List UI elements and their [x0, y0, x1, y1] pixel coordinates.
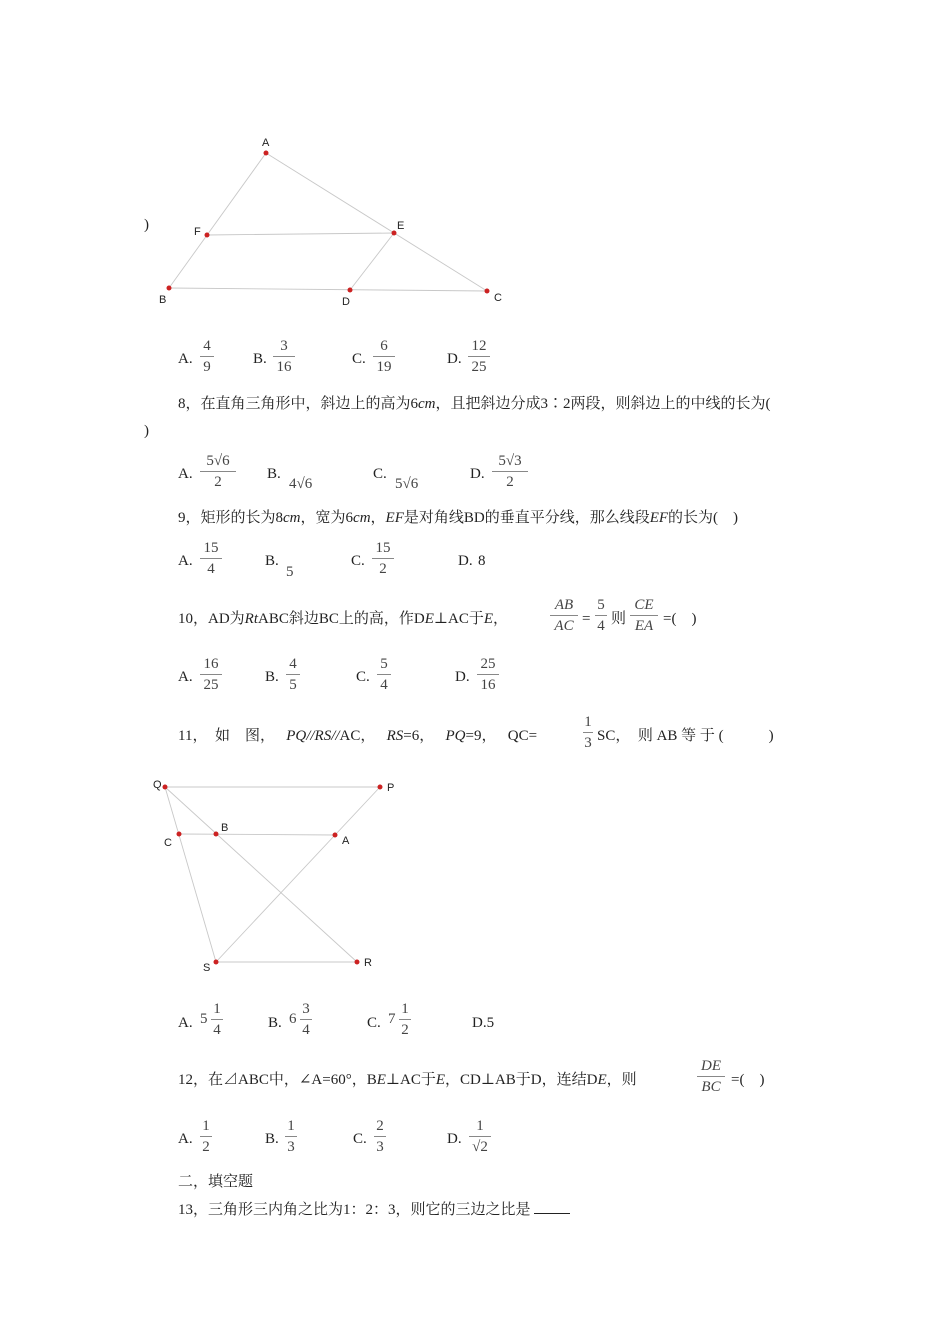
- denominator: 16: [276, 359, 292, 375]
- q7-option-c-letter: C.: [352, 351, 366, 367]
- denominator: 2: [401, 1022, 409, 1038]
- q10-ratio-ab-ac: [550, 596, 578, 635]
- q11-label-r: R: [364, 957, 372, 969]
- q7-closing-paren: ): [144, 217, 149, 233]
- q7-line-ed: [350, 233, 394, 290]
- q10-rt: Rt: [244, 611, 259, 627]
- q11-option-a-letter: A.: [178, 1015, 193, 1031]
- q12-option-a-fraction: [200, 1117, 212, 1156]
- q11-option-a-fraction: [211, 1000, 223, 1039]
- q11-option-c-letter: C.: [367, 1015, 381, 1031]
- q8-text-b: ，且把斜边分成3∶2两段，则斜边上的中线的长为(: [435, 396, 771, 412]
- q12-text-a: 12，在⊿ABC中，∠A=60°，B: [178, 1072, 377, 1088]
- q11-text-a: 11， 如 图，: [178, 728, 275, 744]
- q12-text-c: ，CD⊥AB于D，连结D: [445, 1072, 598, 1088]
- numerator: 5: [597, 597, 605, 613]
- q11-option-c-fraction: [399, 1000, 411, 1039]
- q8-option-b-letter: B.: [267, 466, 281, 482]
- q7-option-b-fraction: [273, 337, 295, 376]
- q9-ef-1: EF: [385, 510, 404, 526]
- numerator: CE: [634, 597, 654, 613]
- numerator: 1: [287, 1118, 295, 1134]
- numerator: 3: [302, 1001, 310, 1017]
- q8-text-a: 8，在直角三角形中，斜边上的高为6: [178, 396, 419, 412]
- denominator: 2: [202, 1139, 210, 1155]
- q12-text-d: ，则: [606, 1072, 637, 1088]
- numerator: 5√6: [206, 453, 230, 469]
- q11-qc: QC=: [507, 728, 538, 744]
- q11-line-ca: [179, 834, 335, 835]
- q11-label-c: C: [164, 837, 172, 849]
- q11-option-b-whole: 6: [289, 1011, 297, 1027]
- q7-option-d-fraction: [468, 337, 490, 376]
- q7-option-a-fraction: [200, 337, 214, 376]
- q7-point-a: [264, 151, 269, 156]
- q11-point-r: [355, 960, 360, 965]
- q8-closing-paren: ): [144, 423, 149, 439]
- section-2-title: 二，填空题: [178, 1174, 254, 1190]
- numerator: 3: [280, 338, 288, 354]
- q10-option-c-fraction: [377, 655, 391, 694]
- numerator: AB: [554, 597, 574, 613]
- q10-tail: =( ): [663, 611, 697, 627]
- q12-e-3: E: [597, 1072, 607, 1088]
- denominator: EA: [634, 618, 654, 634]
- q7-label-b: B: [159, 294, 167, 306]
- q10-equals: =: [582, 611, 591, 627]
- q11-option-a-whole: 5: [200, 1011, 208, 1027]
- denominator: 9: [203, 359, 211, 375]
- q11-pq-rs: PQ//RS//: [286, 728, 340, 744]
- numerator: 1: [213, 1001, 221, 1017]
- q10-e-1: E: [424, 611, 434, 627]
- numerator: 6: [380, 338, 388, 354]
- q7-option-c-fraction: [373, 337, 395, 376]
- numerator: 5: [380, 656, 388, 672]
- q11-label-q: Q: [153, 779, 162, 791]
- q9-text-b: ，宽为6: [300, 510, 354, 526]
- q11-point-s: [214, 960, 219, 965]
- q7-option-a-letter: A.: [178, 351, 193, 367]
- q8-option-a-fraction: [200, 452, 236, 491]
- q11-line-ps: [216, 787, 380, 962]
- q11-point-b: [214, 832, 219, 837]
- q11-option-d: D.5: [472, 1015, 495, 1031]
- q7-label-c: C: [494, 292, 502, 304]
- q8-unit: cm: [418, 396, 436, 412]
- q10-option-b-letter: B.: [265, 669, 279, 685]
- q9-text-c: ，: [370, 510, 386, 526]
- q11-option-c-whole: 7: [388, 1011, 396, 1027]
- q11-point-c: [177, 832, 182, 837]
- denominator: 19: [376, 359, 392, 375]
- q12-option-d-fraction: [469, 1117, 491, 1156]
- q7-line-fe: [207, 233, 394, 235]
- numerator: 4: [203, 338, 211, 354]
- q11-option-b-letter: B.: [268, 1015, 282, 1031]
- denominator: BC: [701, 1079, 721, 1095]
- q11-tail: SC， 则 AB 等 于 ( ): [597, 728, 774, 744]
- denominator: 5: [289, 677, 297, 693]
- numerator: 16: [203, 656, 219, 672]
- q11-figure: [150, 772, 410, 977]
- q12-e-1: E: [376, 1072, 386, 1088]
- q10-option-a-letter: A.: [178, 669, 193, 685]
- q10-option-d-fraction: [477, 655, 499, 694]
- numerator: 1: [584, 714, 592, 730]
- q7-label-d: D: [342, 296, 350, 308]
- q11-point-q: [163, 785, 168, 790]
- q11-label-a: A: [342, 835, 350, 847]
- q13-answer-blank[interactable]: [534, 1199, 570, 1214]
- denominator: 25: [471, 359, 487, 375]
- q12-option-d-letter: D.: [447, 1131, 462, 1147]
- q10-ratio-ce-ea: [630, 596, 658, 635]
- q12-option-a-letter: A.: [178, 1131, 193, 1147]
- q11-line-qs: [165, 787, 216, 962]
- q9-option-b-value: 5: [286, 564, 294, 580]
- q11-label-b: B: [221, 822, 229, 834]
- q10-text-d: ，: [493, 611, 509, 627]
- denominator: 2: [214, 474, 222, 490]
- q10-option-b-fraction: [286, 655, 300, 694]
- denominator: 4: [380, 677, 388, 693]
- q11-label-s: S: [203, 962, 211, 974]
- q10-option-c-letter: C.: [356, 669, 370, 685]
- q13-text: 13，三角形三内角之比为1：2：3，则它的三边之比是: [178, 1202, 535, 1218]
- q11-label-p: P: [387, 782, 395, 794]
- numerator: 25: [480, 656, 496, 672]
- q13-stem: [178, 1199, 570, 1220]
- q9-option-a-letter: A.: [178, 553, 193, 569]
- numerator: 2: [376, 1118, 384, 1134]
- q11-pq: PQ: [445, 728, 466, 744]
- denominator: 25: [203, 677, 219, 693]
- q9-text-a: 9，矩形的长为8: [178, 510, 284, 526]
- denominator: 3: [584, 735, 592, 751]
- numerator: DE: [701, 1058, 721, 1074]
- q11-qc-fraction: [583, 713, 593, 752]
- denominator: 4: [207, 561, 215, 577]
- q12-text-b: ⊥AC于: [385, 1072, 436, 1088]
- q8-option-a-letter: A.: [178, 466, 193, 482]
- numerator: 15: [375, 540, 391, 556]
- q11-option-b-fraction: [300, 1000, 312, 1039]
- q9-stem: [178, 508, 738, 528]
- q10-option-d-letter: D.: [455, 669, 470, 685]
- denominator: AC: [554, 618, 574, 634]
- q8-option-c-letter: C.: [373, 466, 387, 482]
- q11-rs-value: =6，: [403, 728, 435, 744]
- denominator: 16: [480, 677, 496, 693]
- q10-text-a: 10，AD为: [178, 611, 245, 627]
- q11-line-qr: [165, 787, 357, 962]
- q11-point-a: [333, 833, 338, 838]
- q12-option-c-letter: C.: [353, 1131, 367, 1147]
- q7-point-b: [167, 286, 172, 291]
- q9-unit-2: cm: [353, 510, 371, 526]
- q11-rs: RS: [386, 728, 404, 744]
- denominator: 2: [379, 561, 387, 577]
- q9-option-a-fraction: [200, 539, 222, 578]
- q7-line-ac: [266, 153, 487, 291]
- q7-point-d: [348, 288, 353, 293]
- q7-label-a: A: [262, 137, 270, 149]
- q7-point-c: [485, 289, 490, 294]
- q7-point-e: [392, 231, 397, 236]
- q12-option-b-letter: B.: [265, 1131, 279, 1147]
- q12-tail: =( ): [731, 1072, 765, 1088]
- q10-option-a-fraction: [200, 655, 222, 694]
- denominator: √2: [472, 1139, 488, 1155]
- denominator: 3: [287, 1139, 295, 1155]
- q11-ac: AC，: [339, 728, 376, 744]
- q12-stem: [178, 1070, 637, 1090]
- q8-stem: [178, 394, 771, 414]
- denominator: 4: [213, 1022, 221, 1038]
- q9-unit-1: cm: [283, 510, 301, 526]
- numerator: 1: [476, 1118, 484, 1134]
- q10-text-b: ABC斜边BC上的高，作D: [258, 611, 425, 627]
- q11-point-p: [378, 785, 383, 790]
- q7-triangle-figure: [150, 130, 520, 310]
- q9-option-d-letter: D.: [458, 553, 473, 569]
- q12-option-b-fraction: [285, 1117, 297, 1156]
- q7-option-d-letter: D.: [447, 351, 462, 367]
- q9-text-d: 是对角线BD的垂直平分线，那么线段: [403, 510, 650, 526]
- q9-option-d-value: 8: [478, 553, 486, 569]
- numerator: 4: [289, 656, 297, 672]
- numerator: 12: [471, 338, 487, 354]
- q12-e-2: E: [435, 1072, 446, 1088]
- q7-label-e: E: [397, 220, 405, 232]
- q11-stem: [178, 726, 537, 746]
- q10-then: 则: [611, 611, 627, 627]
- numerator: 5√3: [498, 453, 522, 469]
- denominator: 4: [302, 1022, 310, 1038]
- denominator: 4: [597, 618, 605, 634]
- q10-ratio-value: [595, 596, 607, 635]
- q8-option-d-letter: D.: [470, 466, 485, 482]
- denominator: 2: [506, 474, 514, 490]
- q12-option-c-fraction: [374, 1117, 386, 1156]
- q7-point-f: [205, 233, 210, 238]
- q7-option-b-letter: B.: [253, 351, 267, 367]
- numerator: 15: [203, 540, 219, 556]
- q10-stem: [178, 609, 508, 629]
- q8-option-c-value: 5√6: [395, 476, 419, 492]
- q9-option-c-fraction: [372, 539, 394, 578]
- q9-ef-2: EF: [649, 510, 669, 526]
- q8-option-b-value: 4√6: [289, 476, 313, 492]
- denominator: 3: [376, 1139, 384, 1155]
- numerator: 1: [202, 1118, 210, 1134]
- q10-text-c: ⊥AC于: [433, 611, 484, 627]
- q12-ratio-de-bc: [697, 1057, 725, 1096]
- q9-option-b-letter: B.: [265, 553, 279, 569]
- q7-label-f: F: [194, 226, 201, 238]
- q9-option-c-letter: C.: [351, 553, 365, 569]
- q11-pq-value: =9，: [465, 728, 497, 744]
- q7-line-ab: [169, 153, 266, 288]
- q7-line-bc: [169, 288, 487, 291]
- q10-e-2: E: [483, 611, 493, 627]
- q9-text-e: 的长为( ): [668, 510, 739, 526]
- q8-option-d-fraction: [492, 452, 528, 491]
- numerator: 1: [401, 1001, 409, 1017]
